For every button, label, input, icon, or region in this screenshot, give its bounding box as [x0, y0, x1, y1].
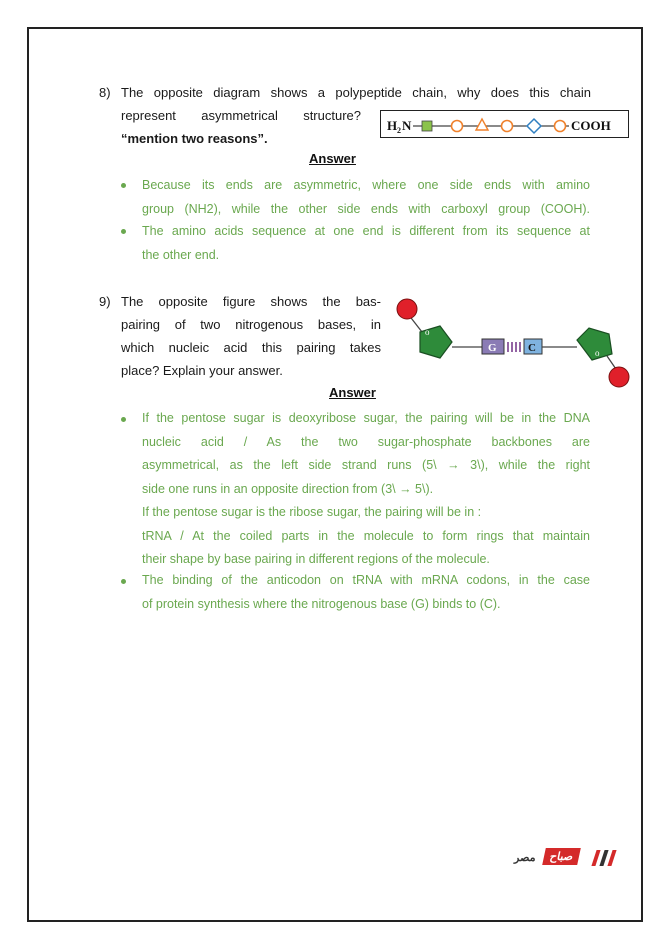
amino-terminal-sub: 2 — [397, 126, 401, 135]
question-8-line-3: “mention two reasons”. — [121, 131, 268, 146]
answer-line: side one runs in an opposite direction from (3\ → 5\). — [142, 481, 434, 496]
diamond-residue-icon — [527, 119, 541, 133]
triangle-residue-icon — [476, 119, 488, 130]
logo-slash-red-2 — [607, 850, 616, 866]
base-c-label: C — [528, 342, 536, 354]
answer-line: the other end. — [142, 247, 220, 262]
circle-residue-icon — [452, 121, 463, 132]
answer-line: Because its ends are asymmetric, where one side ends with amino — [142, 178, 590, 192]
answer-line: nucleic acid / As the two sugar-phosphate backbones are — [142, 434, 590, 449]
right-sugar-oxygen: o — [595, 348, 600, 358]
answer-line: asymmetrical, as the left side strand runs (5\ → 3\), while the right — [142, 458, 590, 472]
polypeptide-svg — [381, 111, 630, 139]
question-8-answer-1 — [142, 174, 590, 221]
circle-residue-3-icon — [555, 121, 566, 132]
answer-line: If the pentose sugar is deoxyribose sugar, the pairing will be in the DNA — [142, 411, 590, 425]
carboxyl-terminal-label: COOH — [571, 118, 611, 133]
bullet-dot — [121, 229, 126, 234]
answer-line: tRNA / At the coiled parts in the molecule to form rings that maintain — [142, 528, 590, 543]
question-9-line-1: The opposite figure shows the bas- — [121, 294, 381, 309]
question-8-answer-heading: Answer — [309, 151, 356, 166]
answer-line: group (NH2), while the other side ends with carboxyl group (COOH). — [142, 201, 590, 216]
base-pairing-figure — [392, 292, 637, 392]
polypeptide-chain-diagram — [380, 110, 629, 138]
logo-word-misr: مصر — [514, 852, 536, 864]
answer-line: If the pentose sugar is the ribose sugar, the pairing will be in : — [142, 505, 482, 519]
question-8-line-2: represent asymmetrical structure? — [121, 108, 361, 123]
question-9-answer-heading: Answer — [329, 385, 376, 400]
question-9-number: 9) — [99, 294, 111, 309]
question-8-answer-2 — [142, 220, 590, 267]
right-phosphate-icon — [609, 367, 629, 387]
amino-terminal-h: H — [387, 118, 398, 133]
left-phosphate-icon — [397, 299, 417, 319]
answer-line: their shape by base pairing in different regions of the molecule. — [142, 552, 490, 566]
site-logo — [514, 848, 618, 870]
question-9-answer-2 — [142, 569, 590, 616]
question-8-number: 8) — [99, 85, 111, 100]
left-sugar-oxygen: o — [425, 327, 430, 337]
answer-line: The binding of the anticodon on tRNA with mRNA codons, in the case — [142, 573, 590, 587]
question-9-line-2: pairing of two nitrogenous bases, in — [121, 317, 381, 332]
answer-line: The amino acids sequence at one end is different from its sequence at — [142, 224, 590, 238]
amino-terminal-n: N — [402, 118, 412, 133]
circle-residue-2-icon — [502, 121, 513, 132]
bullet-dot — [121, 183, 126, 188]
base-g-label: G — [488, 342, 497, 354]
logo-word-sabah: صباح — [542, 848, 581, 865]
square-residue-icon — [422, 121, 432, 131]
bullet-dot — [121, 579, 126, 584]
question-9-line-3: which nucleic acid this pairing takes — [121, 340, 381, 355]
bullet-dot — [121, 417, 126, 422]
answer-line: of protein synthesis where the nitrogenous base (G) binds to (C). — [142, 596, 501, 611]
hydrogen-bonds-icon — [508, 342, 520, 352]
question-8-line-1: The opposite diagram shows a polypeptide chain, why does this chain — [121, 85, 591, 100]
question-9-line-4: place? Explain your answer. — [121, 363, 283, 378]
question-9-answer-1 — [142, 407, 590, 572]
